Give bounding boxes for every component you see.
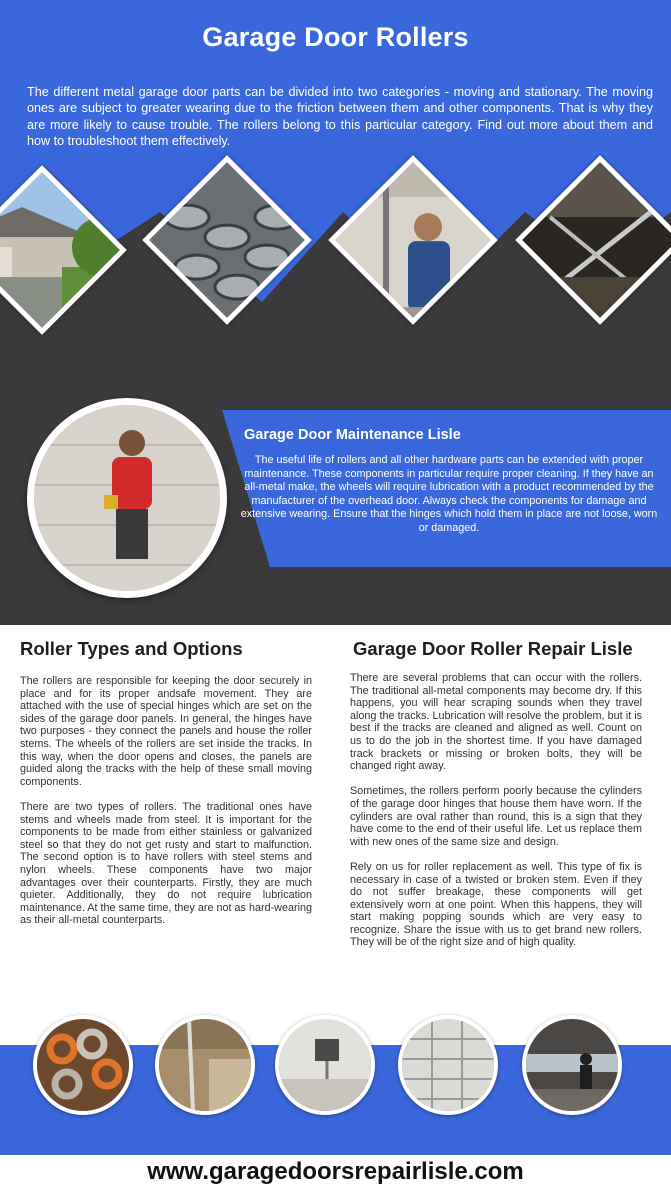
website-url[interactable]: www.garagedoorsrepairlisle.com [147, 1158, 524, 1185]
page-title: Garage Door Rollers [202, 22, 469, 52]
roller-types-paragraph-2: There are two types of rollers. The traditional ones have stems and wheels made from steel. It is important for the components to be made from either stainless or galvanized steel so that they do not get rusty and start to malfunction. The second option is to have rollers with steel stems and nylon wheels. These components have two major advantages over their counterparts. Firstly, they are much quieter. Additionally, they do not require lubrication maintenance. At the same time, they are not as hard-wearing as their all-metal counterparts. [20, 800, 312, 927]
maintenance-text: The useful life of rollers and all other hardware parts can be extended with proper maintenance. These components in particular require proper cleaning. If they have an all-metal make, the wheels will require lubrication with a product recommended by the manufacturer of the overhead door. Always check the components for damage and extensive wearing. Ensure that the hinges which hold them in place are not loose, worn or damaged. [240, 454, 658, 534]
technician-circle-photo [27, 398, 227, 598]
roller-repair-title: Garage Door Roller Repair Lisle [353, 638, 633, 659]
roller-repair-text [350, 672, 642, 962]
door-panels-thumb-photo [398, 1015, 498, 1115]
roller-repair-paragraph-3: Rely on us for roller replacement as well. This type of fix is necessary in case of a twisted or broken stem. Even if they do not suffer breakage, these components will get extensively worn at one point. When this happens, they will start making popping sounds which are very easy to recognize. Share the issue with us to get brand new rollers. They will be of the right size and of high quality. [350, 860, 642, 949]
springs-thumb-photo [33, 1015, 133, 1115]
roller-types-title: Roller Types and Options [20, 638, 243, 659]
cable-thumb-photo [155, 1015, 255, 1115]
maintenance-title: Garage Door Maintenance Lisle [244, 427, 461, 443]
roller-types-paragraph-1: The rollers are responsible for keeping the door securely in place and for its proper andsafe movement. They are attached with the use of special hinges which are set on the sides of the garage door panels. In general, the hinges have two purposes - they connect the panels and house the roller stems. The wheels of the rollers are set inside the tracks. In this way, when the door opens and closes, the panels are guided along the tracks with the help of these small moving components. [20, 675, 312, 788]
garage-interior-thumb-photo [522, 1015, 622, 1115]
roller-repair-paragraph-2: Sometimes, the rollers perform poorly because the cylinders of the garage door hinges that house them have worn. If the cylinders are oval rather than round, this is a sign that they have come to the end of their useful life. Let us replace them with new ones of the same size and design. [350, 785, 642, 848]
roller-repair-paragraph-1: There are several problems that can occur with the rollers. The traditional all-metal components may become dry. If this happens, you will hear scraping sounds when they travel along the tracks. Lubrication will resolve the problem, but it is best if the tracks are cleaned and aligned as well. Count on us to do the job in the shortest time. If you have damaged track brackets or missing or broken bolts, they will be changed right away. [350, 672, 642, 773]
opener-thumb-photo [275, 1015, 375, 1115]
roller-types-text [20, 675, 312, 939]
intro-paragraph: The different metal garage door parts can be divided into two categories - moving and stationary. The moving ones are subject to greater wearing due to the friction between them and other components. That is why they are more likely to cause trouble. The rollers belong to this particular category. Find out more about them and how to troubleshoot them effectively. [27, 85, 653, 149]
